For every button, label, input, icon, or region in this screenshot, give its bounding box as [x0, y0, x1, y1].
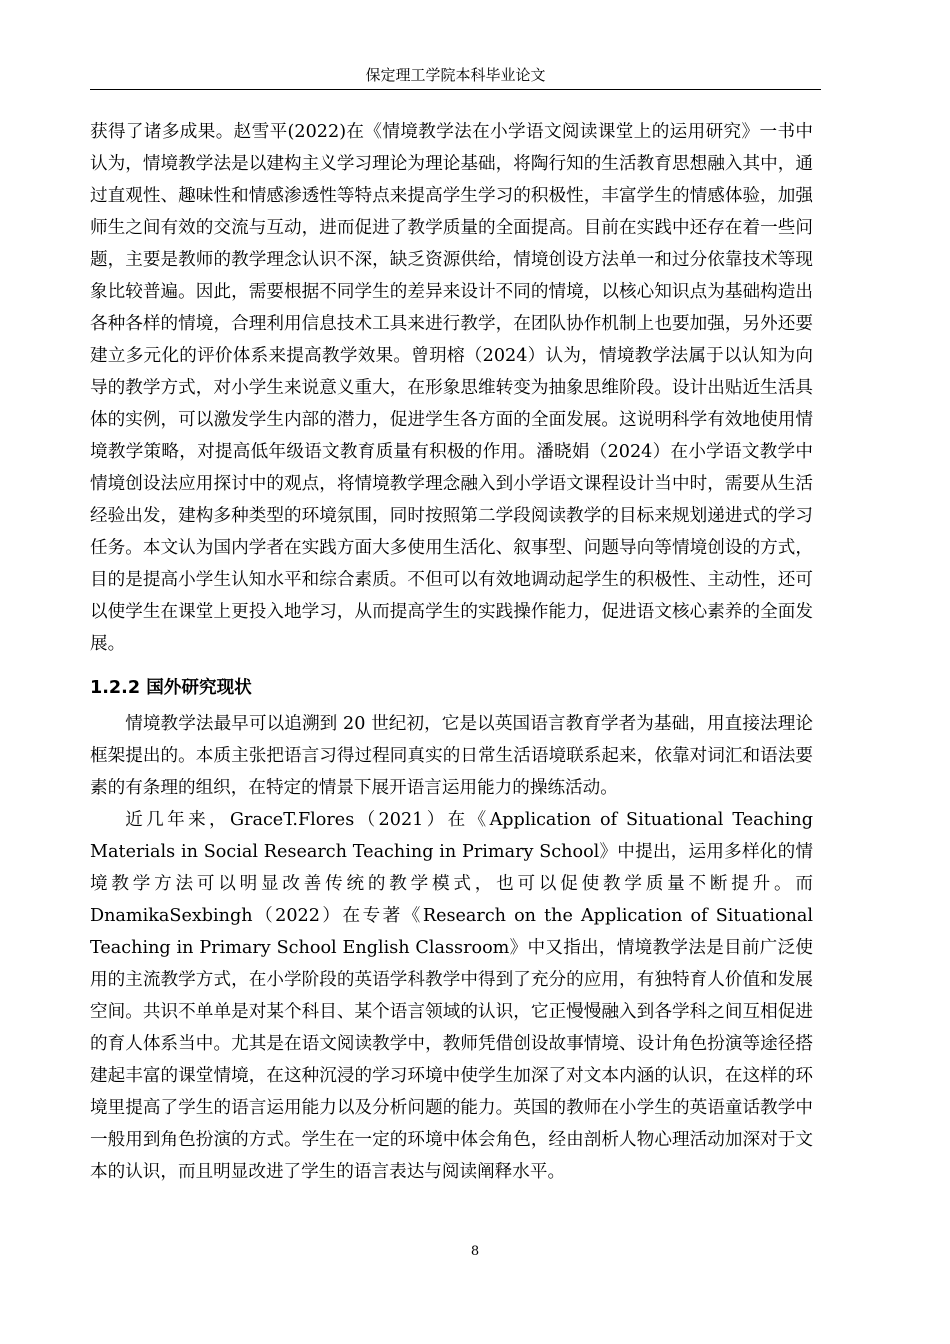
section-heading: 1.2.2 国外研究现状	[90, 678, 252, 698]
paragraph-domestic-research: 获得了诸多成果。赵雪平(2022)在《情境教学法在小学语文阅读课堂上的运用研究》一书中认为，情境教学法是以建构主义学习理论为理论基础，将陶行知的生活教育思想融入其中，通过直观性、趣味性和情感渗透性等特点来提高学生学习的积极性，丰富学生的情感体验，加强师生之间有效的交流与互动，进而促进了教学质量的全面提高。目前在实践中还存在着一些问题，主要是教师的教学理念认识不深，缺乏资源供给，情境创设方法单一和过分依靠技术等现象比较普遍。因此，需要根据不同学生的差异来设计不同的情境，以核心知识点为基础构造出各种各样的情境，合理利用信息技术工具来进行教学，在团队协作机制上也要加强，另外还要建立多元化的评价体系来提高教学效果。曾玥榕（2024）认为，情境教学法属于以认知为向导的教学方式，对小学生来说意义重大，在形象思维转变为抽象思维阶段。设计出贴近生活具体的实例，可以激发学生内部的潜力，促进学生各方面的全面发展。这说明科学有效地使用情境教学策略，对提高低年级语文教育质量有积极的作用。潘晓娟（2024）在小学语文教学中情境创设法应用探讨中的观点，将情境教学理念融入到小学语文课程设计当中时，需要从生活经验出发，建构多种类型的环境氛围，同时按照第二学段阅读教学的目标来规划递进式的学习任务。本文认为国内学者在实践方面大多使用生活化、叙事型、问题导向等情境创设的方式，目的是提高小学生认知水平和综合素质。不但可以有效地调动起学生的积极性、主动性，还可以使学生在课堂上更投入地学习，从而提高学生的实践操作能力，促进语文核心素养的全面发展。	[90, 122, 813, 654]
header-rule	[90, 89, 821, 90]
document-body	[90, 116, 813, 1188]
paragraph-origin: 情境教学法最早可以追溯到 20 世纪初，它是以英国语言教育学者为基础，用直接法理论框架提出的。本质主张把语言习得过程同真实的日常生活语境联系起来，依靠对词汇和语法要素的有条理的组织，在特定的情景下展开语言运用能力的操练活动。	[90, 714, 813, 798]
page-number: 8	[470, 1244, 480, 1259]
running-header: 保定理工学院本科毕业论文	[365, 66, 546, 84]
paragraph-foreign-research: 近几年来，GraceT.Flores（2021）在《Application of Situational Teaching Materials in Social Research Teaching in Primary School》中提出，运用多样化的情境教学方法可以明显改善传统的教学模式，也可以促使教学质量不断提升。而 DnamikaSexbingh（2022）在专著《Research on the Application of Situational Teaching in Primary School English Classroom》中又指出，情境教学法是目前广泛使用的主流教学方式，在小学阶段的英语学科教学中得到了充分的应用，有独特育人价值和发展空间。共识不单单是对某个科目、某个语言领域的认识，它正慢慢融入到各学科之间互相促进的育人体系当中。尤其是在语文阅读教学中，教师凭借创设故事情境、设计角色扮演等途径搭建起丰富的课堂情境，在这种沉浸的学习环境中使学生加深了对文本内涵的认识，在这样的环境里提高了学生的语言运用能力以及分析问题的能力。英国的教师在小学生的英语童话教学中一般用到角色扮演的方式。学生在一定的环境中体会角色，经由剖析人物心理活动加深对于文本的认识，而且明显改进了学生的语言表达与阅读阐释水平。	[90, 810, 813, 1182]
